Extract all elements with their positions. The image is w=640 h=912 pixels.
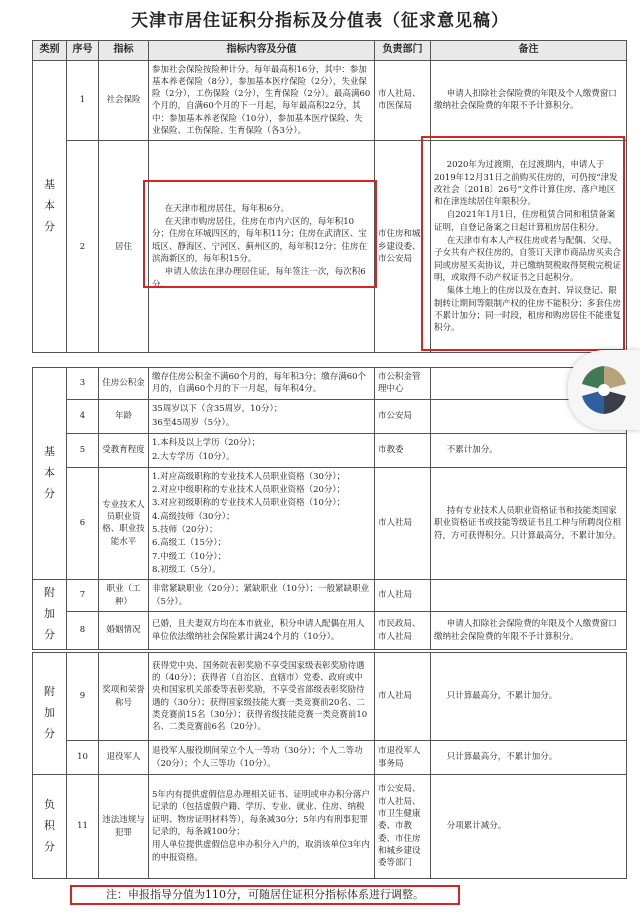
table-row: [33, 433, 627, 467]
row-indicator: 年龄: [99, 399, 149, 433]
row-department: 市退役军人事务局: [375, 741, 431, 775]
floating-logo-button[interactable]: [568, 350, 640, 430]
row-remarks: 只计算最高分，不累计加分。: [431, 741, 627, 775]
category-cell: 负 积 分: [33, 775, 67, 879]
row-content: 参加社会保险按险种计分。每年最高积16分，其中：参加基本养老保险（8分），参加基本医疗保险（2分），失业保险（2分），工伤保险（2分），生育保险（2分）。最高满60个月的，自满60个月的下一月起，每年最高积22分，其中：参加基本养老保险（10分），参加基本医疗保险、失业保险、工伤保险、生育保险（各3分）。: [149, 60, 375, 141]
table-row: [33, 775, 627, 879]
category-cell: 附 加 分: [33, 580, 67, 650]
points-table-part-1: [32, 40, 627, 353]
row-indicator: 奖项和荣誉称号: [99, 653, 149, 741]
row-number: 4: [67, 399, 99, 433]
row-content: 35周岁以下（含35周岁，10分）； 36至45周岁（5分）。: [149, 399, 375, 433]
table-row: [33, 741, 627, 775]
row-number: 1: [67, 60, 99, 141]
row-indicator: 住房公积金: [99, 368, 149, 400]
row-indicator: 居住: [99, 141, 149, 353]
points-table-part-3: [32, 652, 627, 879]
category-cell: 附 加 分: [33, 653, 67, 775]
row-remarks: 申请人扣除社会保险费的年限及个人缴费窗口缴纳社会保险费的年限不予计算积分。: [431, 60, 627, 141]
row-indicator: 社会保险: [99, 60, 149, 141]
row-indicator: 违法违规与犯罪: [99, 775, 149, 879]
header-category: 类别: [33, 41, 67, 61]
row-remarks: 不累计加分。: [431, 433, 627, 467]
header-content: 指标内容及分值: [149, 41, 375, 61]
row-department: 市人社局、市医保局: [375, 60, 431, 141]
row-number: 3: [67, 368, 99, 400]
row-number: 8: [67, 612, 99, 650]
table-row: [33, 467, 627, 580]
row-content: 1.对应高级职称的专业技术人员职业资格（30分）； 2.对应中级职称的专业技术人员职业资格（20分）； 3.对应初级职称的专业技术人员职业资格（10分）； 4.高级技师（30分）； 5.技师（20分）； 6.高级工（15分）； 7.中级工（10分）； 8.初级工（5分）。: [149, 467, 375, 580]
row-number: 6: [67, 467, 99, 580]
header-department: 负责部门: [375, 41, 431, 61]
table-row: [33, 368, 627, 400]
row-department: 市教委: [375, 433, 431, 467]
table-row: [33, 141, 627, 353]
row-number: 11: [67, 775, 99, 879]
row-indicator: 职业（工种）: [99, 580, 149, 612]
row-number: 2: [67, 141, 99, 353]
row-content: 缴存住房公积金不满60个月的，每年积3分；缴存满60个月的，自满60个月的下一月起，每年积4分。: [149, 368, 375, 400]
app-logo-icon: [578, 362, 630, 418]
row-content: 在天津市租房居住，每年积6分。 在天津市购房居住，住房在市内六区的，每年积10分；住房在环城四区的，每年积11分；住房在武清区、宝坻区、静海区、宁河区、蓟州区的，每年积12分；住房在滨海新区的，每年积15分。 申请人依法在津办理居住证，每年签注一次，每次积6分。: [149, 141, 375, 353]
footnote: 注：申报指导分值为110分，可随居住证积分指标体系进行调整。: [70, 885, 460, 905]
row-department: 市人社局: [375, 653, 431, 741]
table-row: [33, 399, 627, 433]
row-number: 10: [67, 741, 99, 775]
row-remarks: 只计算最高分，不累计加分。: [431, 653, 627, 741]
points-table-part-2: [32, 367, 627, 650]
row-remarks: 2020年为过渡期，在过渡期内，申请人于2019年12月31日之前购买住房的，可仍按“津发改社会〔2018〕26号”文件计算住房、落户地区和在津连续居住年限积分。 自2021年1月1日，住房租赁合同和租赁备案证明，自登记备案之日起计算租房居住积分。 在天津市有本人产权住房或者与配偶、父母、子女共有产权住房的，自签订天津市商品房买卖合同或房屋买卖协议，并已缴纳契税取得契税完税证明，或取得不动产权证书之日起积分。 集体土地上的住房以及在查封、异议登记、限制转让期间等限制产权的住房不能积分；多套住房不累计加分；同一时段，租房和购房居住不能重复积分。: [431, 141, 627, 353]
row-content: 已婚，且夫妻双方均在本市就业，积分申请人配偶在用人单位依法缴纳社会保险累计满24个月的（10分）。: [149, 612, 375, 650]
table-row: [33, 60, 627, 141]
row-number: 5: [67, 433, 99, 467]
header-number: 序号: [67, 41, 99, 61]
row-indicator: 专业技术人员职业资格、职业技能水平: [99, 467, 149, 580]
row-content: 获得党中央、国务院表彰奖励不享受国家级表彰奖励待遇的（40分）；获得省（自治区、直辖市）党委、政府或中央和国家机关部委等表彰奖励，不享受省部级表彰奖励待遇的（30分）；获得国家级技能大赛一类竞赛前20名、二类竞赛前15名（30分）；获得省级技能竞赛一类竞赛前10名、二类竞赛前6名（20分）。: [149, 653, 375, 741]
table-row: [33, 580, 627, 612]
row-remarks: 分项累计减分。: [431, 775, 627, 879]
row-department: 市住房和城乡建设委、市公安局: [375, 141, 431, 353]
row-content: 退役军人服役期间荣立个人一等功（30分）；个人二等功（20分）；个人三等功（10分）。: [149, 741, 375, 775]
row-indicator: 退役军人: [99, 741, 149, 775]
row-remarks: [431, 580, 627, 612]
header-indicator: 指标: [99, 41, 149, 61]
row-department: 市民政局、市人社局: [375, 612, 431, 650]
row-department: 市公积金管理中心: [375, 368, 431, 400]
row-department: 市公安局: [375, 399, 431, 433]
row-indicator: 受教育程度: [99, 433, 149, 467]
category-cell: 基 本 分: [33, 60, 67, 353]
table-header-row: [33, 41, 627, 61]
row-remarks: 申请人扣除社会保险费的年限及个人缴费窗口缴纳社会保险费的年限不予计算积分。: [431, 612, 627, 650]
row-department: 市公安局、市人社局、市卫生健康委、市教委、市住房和城乡建设委等部门: [375, 775, 431, 879]
row-content: 非常紧缺职业（20分）；紧缺职业（10分）；一般紧缺职业（5分）。: [149, 580, 375, 612]
row-indicator: 婚姻情况: [99, 612, 149, 650]
row-content: 1.本科及以上学历（20分）； 2.大专学历（10分）。: [149, 433, 375, 467]
category-cell: 基 本 分: [33, 368, 67, 580]
row-department: 市人社局: [375, 467, 431, 580]
header-remarks: 备注: [431, 41, 627, 61]
page-title: 天津市居住证积分指标及分值表（征求意见稿）: [131, 11, 509, 31]
row-content: 5年内有提供虚假信息办理相关证书、证明或申办积分落户记录的（包括虚假户籍、学历、专业、就业、住房、纳税证明、物房证明材料等），每条减30分；5年内有刑事犯罪记录的，每条减100分； 用人单位提供虚假信息申办积分入户的，取消该单位3年内的申报资格。: [149, 775, 375, 879]
table-row: [33, 612, 627, 650]
row-number: 7: [67, 580, 99, 612]
row-number: 9: [67, 653, 99, 741]
row-department: 市人社局: [375, 580, 431, 612]
table-row: [33, 653, 627, 741]
row-remarks: 持有专业技术人员职业资格证书和技能类国家职业资格证书或技能等级证书且工种与所聘岗位相符，方可获得积分。只计算最高分，不累计加分。: [431, 467, 627, 580]
